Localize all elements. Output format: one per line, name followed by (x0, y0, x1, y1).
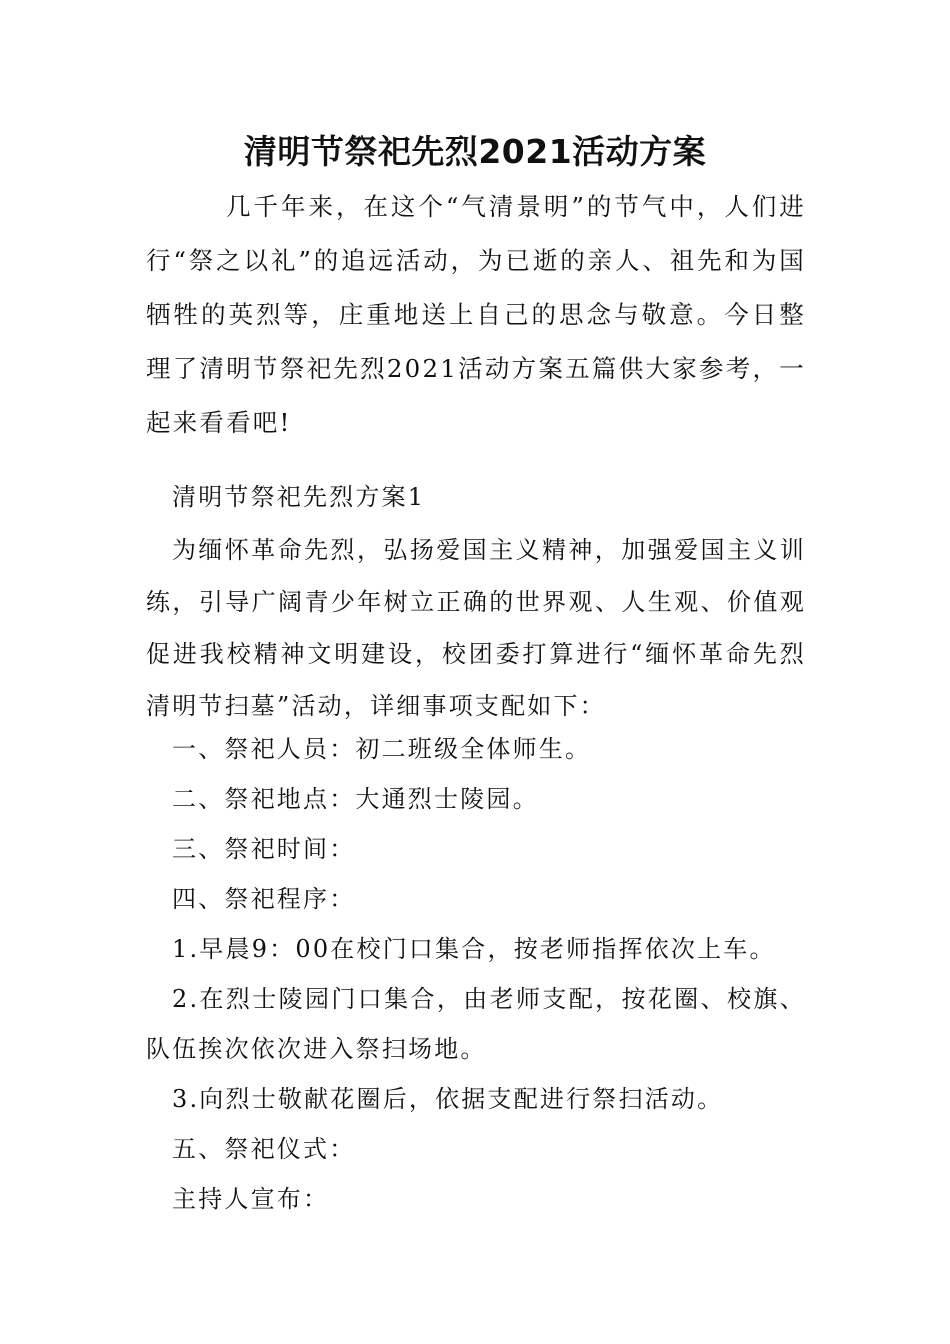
item-ceremony: 五、祭祀仪式： (172, 1135, 356, 1163)
item-personnel: 一、祭祀人员：初二班级全体师生。 (172, 735, 592, 763)
procedure-step-3: 3.向烈士敬献花圈后，依据支配进行祭扫活动。 (172, 1085, 724, 1113)
section-intro-paragraph: 为缅怀革命先烈，弘扬爱国主义精神，加强爱国主义训练，引导广阔青少年树立正确的世界观、人生观、价值观促进我校精神文明建设，校团委打算进行“缅怀革命先烈清明节扫墓”活动，详细事项支配如下： (146, 536, 806, 720)
item-time: 三、祭祀时间： (172, 835, 356, 863)
procedure-step-2: 2.在烈士陵园门口集合，由老师支配，按花圈、校旗、队伍挨次依次进入祭扫场地。 (146, 985, 806, 1063)
item-location: 二、祭祀地点：大通烈士陵园。 (172, 785, 539, 813)
intro-paragraph: 几千年来，在这个“气清景明”的节气中，人们进行“祭之以礼”的追远活动，为已逝的亲人、祖先和为国牺牲的英烈等，庄重地送上自己的思念与敬意。今日整理了清明节祭祀先烈2021活动方案五篇供大家参考，一起来看看吧! (146, 192, 806, 437)
item-procedure: 四、祭祀程序： (172, 885, 356, 913)
document-title: 清明节祭祀先烈2021活动方案 (243, 132, 707, 171)
section-heading: 清明节祭祀先烈方案1 (172, 483, 426, 511)
host-announcement: 主持人宣布： (172, 1185, 330, 1213)
procedure-step-1: 1.早晨9：00在校门口集合，按老师指挥依次上车。 (172, 935, 776, 963)
